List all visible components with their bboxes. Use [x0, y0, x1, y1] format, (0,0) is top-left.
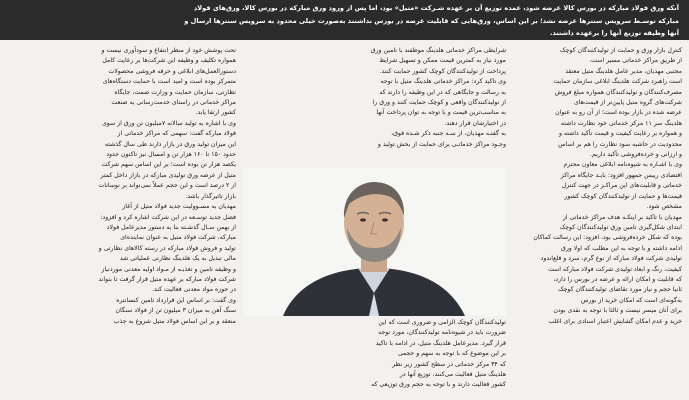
column-right-line: کیفیت، رنگ و ابعاد تولیدی شرکت فولاد مبارکه است	[547, 265, 682, 273]
column-right-line: مهدیان با تاکید بر اینکـه هدف مراکز خدماتی از	[562, 213, 682, 221]
column-right-line: خرید و عدم امکان گشایش اعتبار اسنادی برای اغلب	[548, 317, 682, 325]
column-left-line: بازار تاثیرگذار باشد.	[185, 192, 236, 200]
column-left-line: فصل جدید توسـعه در این شرکت اشاره کرد و افزود:	[100, 213, 236, 221]
banner-line: آنکه ورق فولاد مبارکه در بورس کالا عرضه شود، عمده توزیع آن بر عهده شـرکت «متیل» بود، اما پس از ورود ورق مبارکه در بورس کالا، ورق‌های فولاد	[193, 4, 679, 12]
column-middle-continued-line: ضرورت باید در شیوه‌نامه تولیدکنندگان، مورد توجه	[378, 329, 506, 337]
column-right-line: برای آنان میسر نیست و ثالثا با توجه به نقدی بودن	[553, 307, 682, 315]
column-left-line: متیل از عرضه ورق تولیدی مبارکه در بازار داخل کمتر	[100, 171, 236, 179]
column-right-line: قیمت‌ها و حمایت از تولیدکنندگان کوچک کشور	[564, 192, 682, 200]
column-middle-continued-line: هلدینگ متیل فعالیت می‌کنند، توزیع آنها در	[399, 371, 506, 379]
column-right-line: تولیدی شرکت فولاد مبارکه از نوع گرم، سرد و قلع‌اندود	[540, 255, 682, 263]
column-left-line: دستورالعمل‌های ابلاغی و حرفه فروشی محصولات	[108, 67, 236, 75]
column-left-line: متمرکز بوده است و امید است با حمایت دستگاه‌های	[102, 78, 236, 86]
column-middle-continued-line: کشور فعالیت دارند و با توجه به حجم ورق توزیعی که	[371, 381, 506, 389]
column-left-line: از ۲ درصد است و این حجم عملاً نمی‌تواند بر نوسانات	[98, 182, 236, 190]
column-right-line: هلدینگ سر ۱۱ مرکز خدماتی خود نظارت داشته	[560, 119, 682, 127]
portrait-image	[243, 168, 506, 316]
column-right-line: اقتصادی رییس جمهور افزود: بایـد جایگاه مراکز	[560, 171, 682, 179]
column-left-line: مالی تبدیل به یک هلدینگ نظارتی عملیاتی شد	[119, 255, 236, 263]
column-right-line: و همواره بر رعایت کیفیت و قیمت تأکید داشته و	[558, 130, 682, 138]
column-left-line: فولاد مبارکه گفت: سهمی که مراکز خدماتی از	[117, 130, 236, 138]
column-left-line: در حوزه مواد معدنی فعالیت کند.	[152, 286, 236, 294]
column-right-line: وی با اشـاره به شیوه‌نامه ابلاغی معاون محترم	[563, 161, 682, 169]
column-left-line: نظارتی، سازمان حمایت و وزارت صمت، جایگاه	[114, 88, 236, 96]
column-middle-line: از تولیدکنندگان واقعی و کوچک حمایت کنند و ورق را	[372, 99, 506, 107]
column-right-line: مصرف‌کنندگان و تولیدکنندگان همواره مبلغ فروش	[554, 88, 682, 96]
column-right-line: که قابلیت و امکان ارائه و عرضه در بورس را دارد،	[553, 275, 682, 283]
column-left-line: همواره تکلیف و وظیفه این شرکت‌ها بر رعایت کامل	[102, 57, 236, 65]
column-right-line: و ارزانی و خرده‌فروشی تأکید داریم.	[590, 151, 682, 159]
column-middle-continued-line: تولیدکنندگان کوچک الزامی و ضروری است که این	[378, 319, 506, 326]
column-right-line: به‌گونه‌ای است که امکان خرید از بورس	[580, 296, 682, 304]
column-right-line: ثانیا حجم و نیاز مورد تقاضای تولیدکنندگان کوچک	[558, 286, 682, 294]
column-middle-line: شرایطی مراکز خدماتی هلدینگ موظفند با تامین ورق	[370, 47, 506, 54]
column-right-line: ابتدای شکل‌گیری تامین ورق تولیدکنندگان کوچک	[559, 223, 682, 231]
column-middle-line: وی تاکید کرد: مراکز خدماتی هلدینگ متیل با توجه	[380, 78, 506, 86]
column-left-line: سنگ آهن به میزان ۳ میلیون تن از فولاد سنگان	[115, 307, 236, 315]
article-intro-banner	[0, 0, 689, 40]
article-column-right	[518, 46, 682, 400]
column-middle-continued-line: قرار گیرد. مدیرعامل هلدینگ متیل، در ادامه با تاکید	[375, 339, 506, 347]
column-right-line: از طریق مراکز خدماتی مسیر است.	[589, 57, 682, 65]
column-left-line: این میزان تولید ورق در بازار دارند طی سال گذشته	[104, 140, 236, 148]
column-left-line: و وظیفه تامین و تغذیـه از مـواد اولیه معدنی موردنیاز	[101, 265, 236, 273]
column-right-line: شرکت‌های گروه متیل پایین‌تر از قیمت‌های	[574, 99, 682, 107]
column-left-line: شرکت فولاد مبارکه بر عهده متیل قرار گرفت تا بتواند	[98, 275, 236, 283]
column-left-line: یکصد هزار تن بوده است؛ بر این اساس سهم شرکت	[101, 161, 236, 169]
column-middle-line: به رسالت و جایگاهی که در این وظیفه را دارند که	[379, 88, 506, 96]
column-left-line: وی با اشاره به تولید سالانه ۷میلیون تن ورق از سوی	[101, 119, 236, 127]
column-middle-continued-line: بر این موضوع که با توجه به سهم و حجمی	[397, 350, 506, 358]
column-left-line: کشور ارتقا یابد.	[195, 109, 236, 117]
column-middle-line: در اختیارشان قرار دهند.	[444, 119, 506, 127]
column-left-line: مهدیان به مسـوولیت جدید فولاد متیل از آغاز	[122, 203, 236, 211]
column-middle-continued-line: که ۳۴ مرکز خدماتی در سطح کشور زیر نظر	[392, 360, 506, 368]
column-middle-line: وجـود مراکز خدماتـی برای حمایت از بخش تولید و	[377, 140, 506, 148]
portrait-photo	[243, 168, 506, 316]
column-right-line: ادامه داشته و با توجه به این مطلب که اولا ورق	[561, 244, 682, 252]
column-right-line: کنترل بازار ورق و حمایت از تولیدکنندگان کوچک	[560, 47, 682, 54]
column-left-line: مراکز خدماتی در راستای خدمت‌رسانی به صنعت	[111, 99, 236, 107]
column-right-line: مجتبی مهدیان، مدیر عامل هلدینگ متیل معتقد	[565, 67, 682, 75]
column-right-line: محدودیت در حاشیه سود نظارت را هم بر اساس	[558, 140, 682, 148]
column-middle-line: مورد نیاز به کمترین قیمت ممکن و تسهیل شرایط	[379, 57, 506, 65]
column-left-line: تولید و فروش فولاد مبارکه در رسته کالاهای نظارتی و	[98, 244, 236, 252]
column-middle-line: به مناسب‌ترین قیمت و با توجه به توان پرداخت آنها	[376, 109, 506, 117]
column-left-line: منعقد و بر این اساس فولاد متیل شروع به جذب	[113, 317, 236, 325]
column-right-line: است راهبرد شرکت هلدینگ ابلاغی سازمان حمایت	[553, 78, 682, 86]
column-right-line: بوده که شکل خرده‌فروشی بود، افزود: این رسالت کماکان	[533, 234, 682, 242]
column-right-line: مشخص شود.	[646, 203, 682, 211]
column-left-line: تحت پوشش خود از منظر انتفاع و سودآوری نیست و	[101, 47, 236, 54]
column-middle-line: به گفتـه مهدیان، از سـه جنبه ذکر شـده فوق،	[391, 130, 506, 138]
column-left-line: از بهمن سـال گذشـته بنا به دستور مدیرعامل فولاد	[106, 223, 236, 231]
banner-line: مبارکه توسـط سرویس سنترها عرضه نشد؛ بر این اساس، ورق‌هایی که قابلیت عرضه در بورس نداشتند به‌صورت خیلی محدود به سرویس سنترها ارسال و	[184, 16, 679, 25]
article-column-left	[8, 46, 236, 400]
column-right-line: عرضه شده در بازار بوده است؛ از آن رو به عنوان	[555, 109, 682, 117]
column-left-line: وی گفت: بر اساس این قرارداد تامین کنسانتره	[116, 296, 236, 304]
column-middle-line: پرداخت از تولیدکنندگان کوچک کشور حمایت کنند.	[379, 67, 506, 75]
column-right-line: خدماتی و قابلیت‌های این مراکـز در جهت کنترل	[561, 182, 682, 190]
column-left-line: حدود ۱۵۰ تا ۱۶۰ هزار تن و امسال نیز تاکنون حدود	[106, 151, 236, 159]
banner-line: آنها وظیفه توزیع آنها را برعهده داشتند.	[549, 29, 679, 37]
column-left-line: مبارکه، شرکت فولاد متیل به عنوان نماینده‌ای	[120, 234, 236, 242]
article-column-middle-continued	[243, 318, 506, 400]
